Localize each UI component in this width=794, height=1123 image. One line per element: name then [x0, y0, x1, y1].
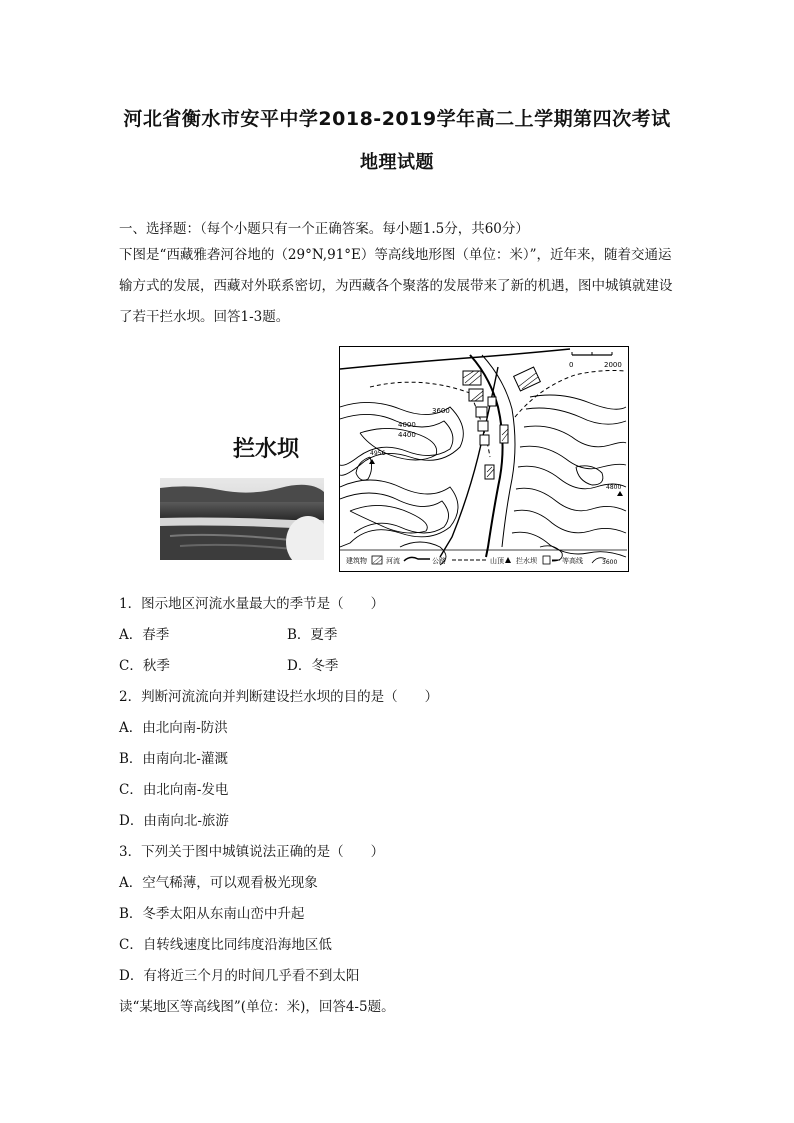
- question-1-option-a: A．春季: [119, 627, 170, 643]
- question-2-stem: 2．判断河流流向并判断建设拦水坝的目的是（ ）: [119, 689, 439, 705]
- exam-title: 河北省衡水市安平中学2018-2019学年高二上学期第四次考试: [123, 108, 671, 130]
- contour-label-4000: 4000: [398, 421, 416, 429]
- question-3-stem: 3．下列关于图中城镇说法正确的是（ ）: [119, 844, 385, 860]
- legend-river: 河流: [386, 557, 400, 565]
- question-2-option-c: C．由北向南-发电: [119, 782, 229, 798]
- question-2-option-d: D．由南向北-旅游: [119, 813, 229, 829]
- peak-label-4800: 4800: [606, 484, 622, 491]
- question-2-option-a: A．由北向南-防洪: [119, 720, 228, 736]
- peak-label-4956: 4956: [370, 450, 386, 457]
- dam-photo: [160, 478, 324, 560]
- question-2-option-b: B．由南向北-灌溉: [119, 751, 228, 767]
- exam-subtitle: 地理试题: [360, 152, 434, 173]
- legend-contour: 等高线: [562, 557, 583, 565]
- section-heading: 一、选择题：（每个小题只有一个正确答案。每小题1.5分，共60分）: [119, 221, 529, 237]
- contour-map-drawing: [340, 347, 627, 570]
- question-1-stem: 1．图示地区河流水量最大的季节是（ ）: [119, 596, 385, 612]
- intro-paragraph: 下图是“西藏雅砻河谷地的（29°N,91°E）等高线地形图（单位：米）”，近年来，随着交通运输方式的发展，西藏对外联系密切，为西藏各个聚落的发展带来了新的机遇，图中城镇就建设了若干拦水坝。回答1-3题。: [119, 247, 673, 325]
- question-3-option-a: A．空气稀薄，可以观看极光现象: [119, 875, 318, 891]
- legend-building: 建筑物: [346, 557, 367, 565]
- next-section-intro: 读“某地区等高线图”(单位：米)，回答4-5题。: [119, 999, 395, 1015]
- legend-road: 公路: [432, 557, 446, 565]
- legend-peak: 山顶: [490, 557, 504, 565]
- question-3-option-c: C．自转线速度比同纬度沿海地区低: [119, 937, 332, 953]
- scale-max: 2000: [604, 361, 622, 369]
- question-1-option-b: B．夏季: [287, 627, 338, 643]
- dam-photo-image: [160, 478, 324, 560]
- legend-dam: 拦水坝: [516, 557, 537, 565]
- dam-photo-label: 拦水坝: [233, 437, 300, 462]
- contour-label-4400: 4400: [398, 431, 416, 439]
- question-3-option-b: B．冬季太阳从东南山峦中升起: [119, 906, 305, 922]
- contour-map: [339, 346, 629, 572]
- contour-label-3600: 3600: [432, 407, 450, 415]
- question-1-option-d: D．冬季: [287, 658, 339, 674]
- question-1-option-c: C．秋季: [119, 658, 170, 674]
- legend-contour-sample: 3600: [602, 559, 618, 566]
- question-3-option-d: D．有将近三个月的时间几乎看不到太阳: [119, 968, 360, 984]
- scale-zero: 0: [569, 361, 574, 369]
